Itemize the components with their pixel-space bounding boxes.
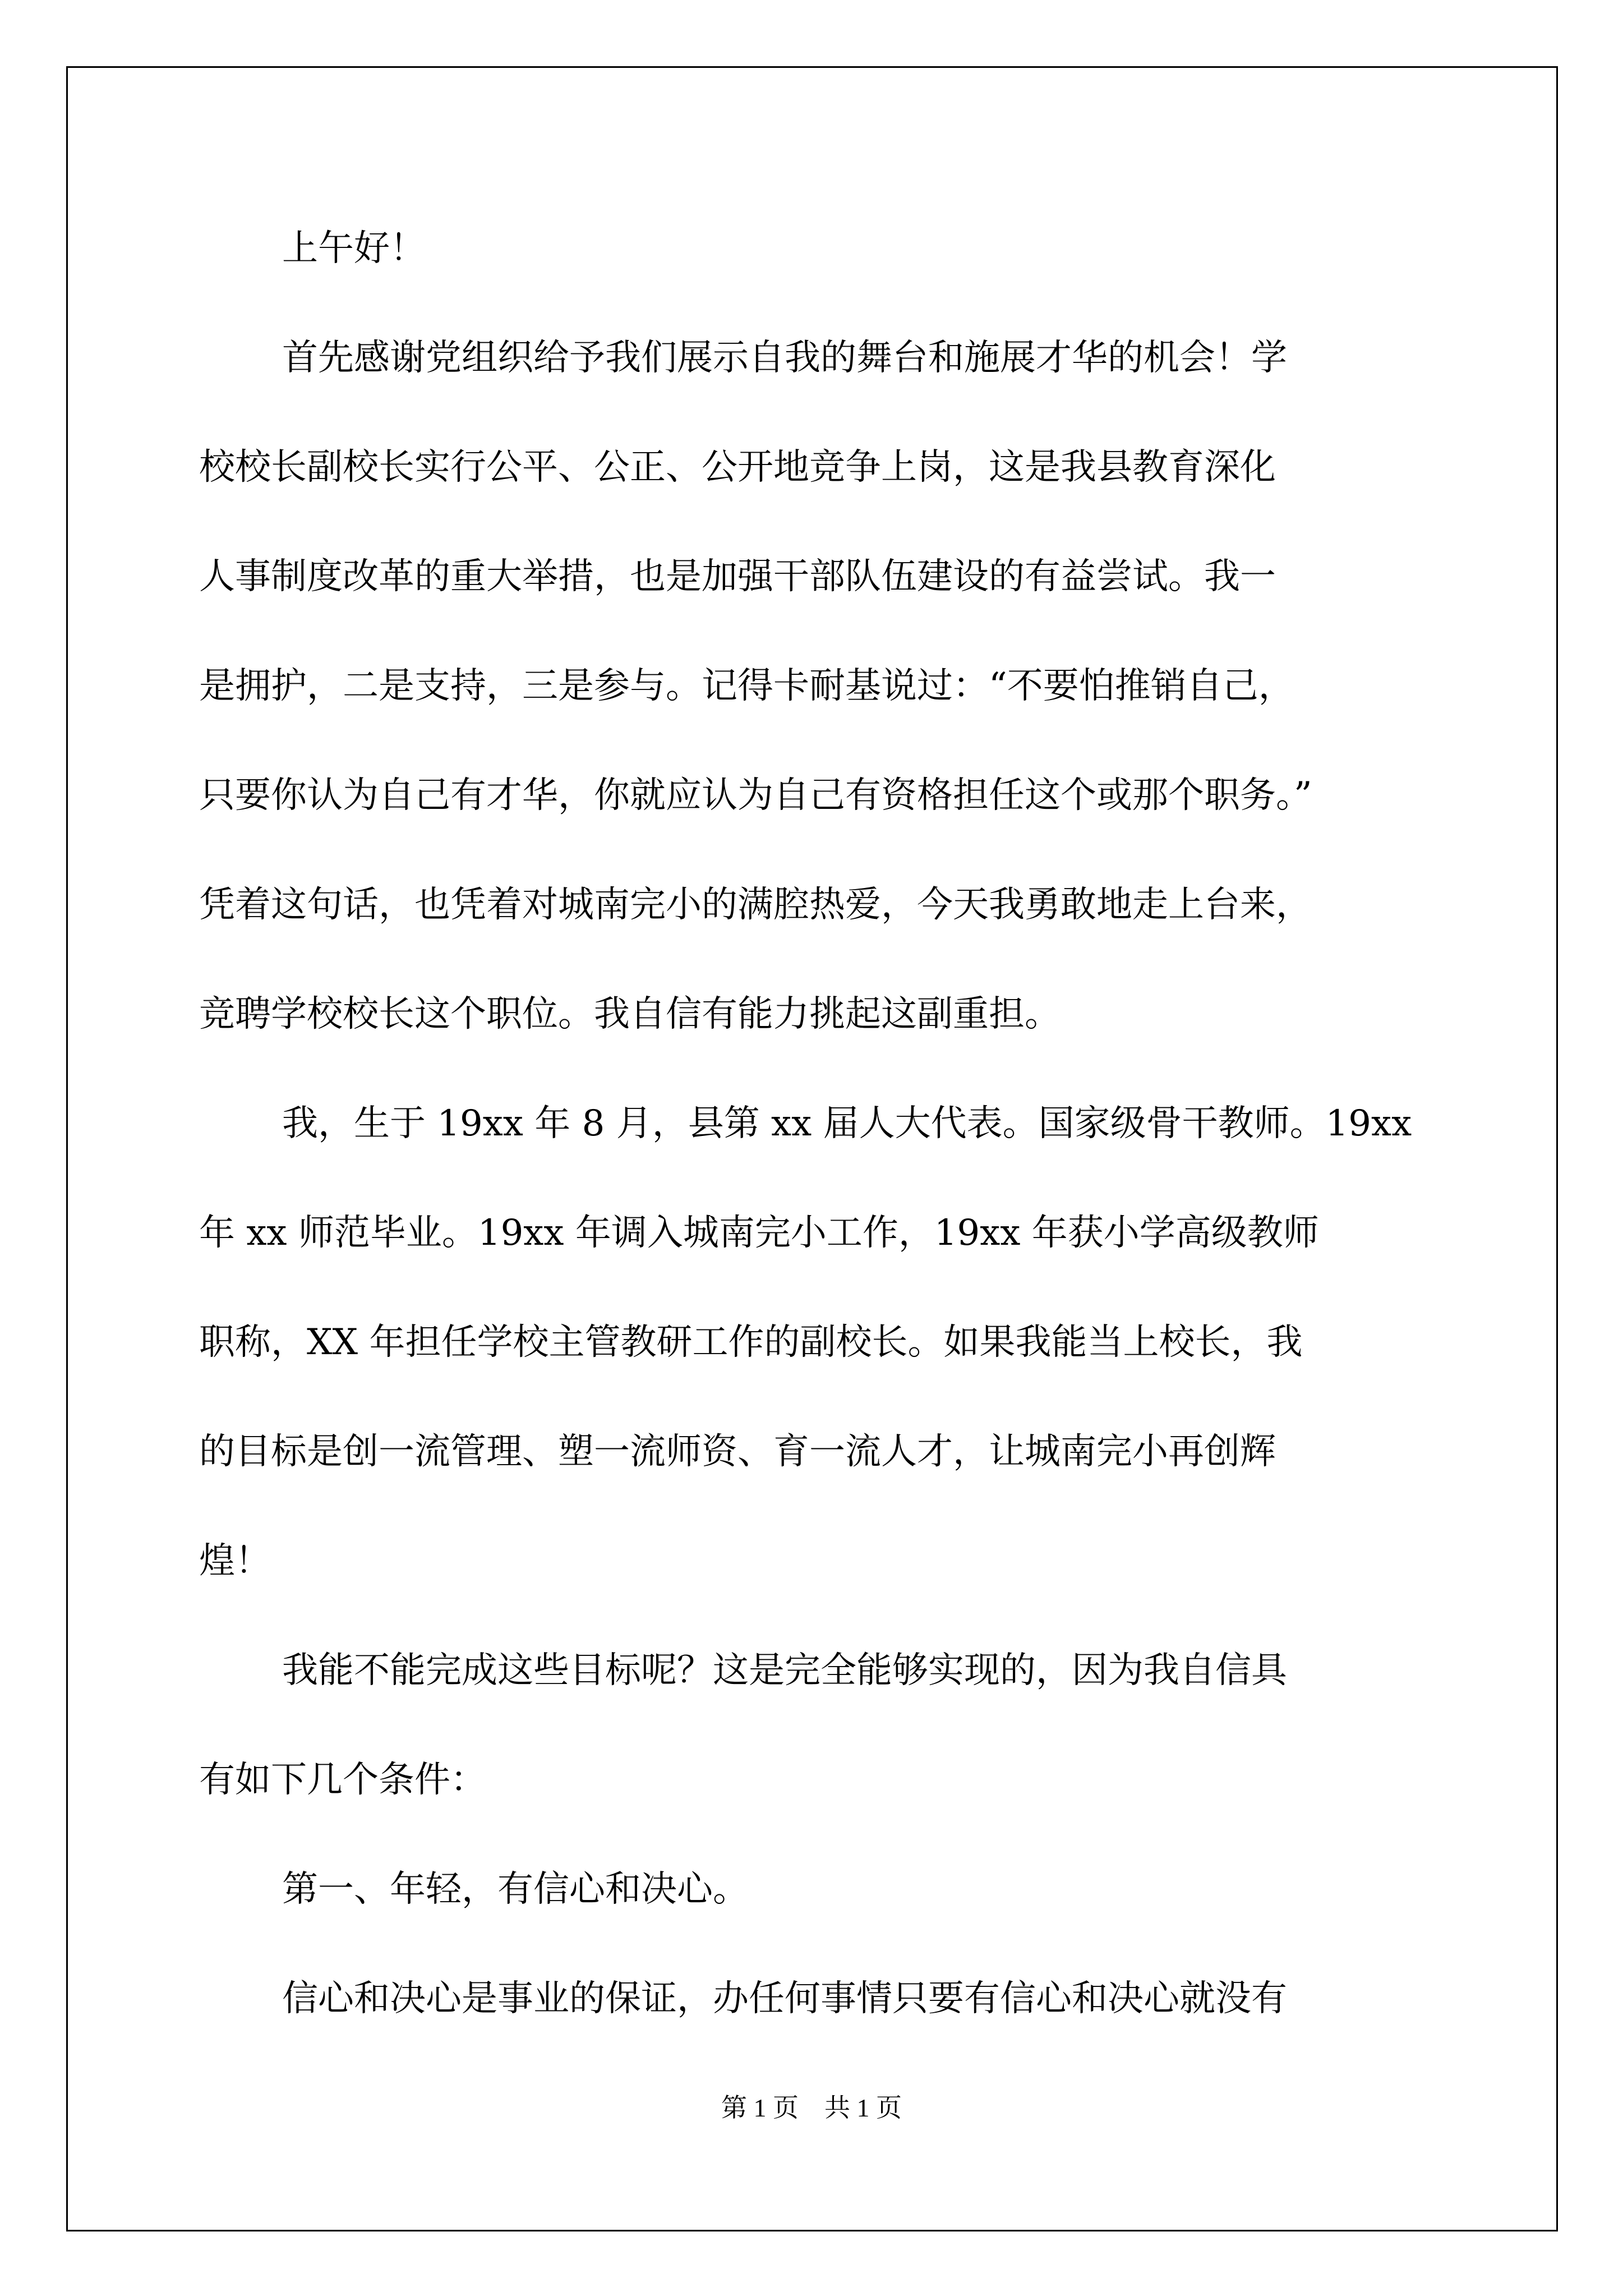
section-heading-line: 第一、年轻，有信心和决心。 bbox=[282, 1869, 749, 1910]
paragraph-line: 年 xx 师范毕业。19xx 年调入城南完小工作，19xx 年获小学高级教师 bbox=[199, 1212, 1319, 1254]
paragraph-line: 人事制度改革的重大举措，也是加强干部队伍建设的有益尝试。我一 bbox=[199, 556, 1276, 597]
paragraph-line: 的目标是创一流管理、塑一流师资、育一流人才，让城南完小再创辉 bbox=[199, 1431, 1276, 1473]
paragraph-line: 首先感谢党组织给予我们展示自我的舞台和施展才华的机会！学 bbox=[282, 337, 1287, 379]
paragraph-line: 信心和决心是事业的保证，办任何事情只要有信心和决心就没有 bbox=[282, 1978, 1287, 2019]
greeting-line: 上午好！ bbox=[282, 228, 426, 269]
paragraph-line: 有如下几个条件： bbox=[199, 1759, 486, 1801]
paragraph-line: 只要你认为自己有才华，你就应认为自己有资格担任这个或那个职务。” bbox=[199, 775, 1312, 816]
page-number-footer: 第 1 页 共 1 页 bbox=[721, 2093, 902, 2122]
paragraph-line: 凭着这句话，也凭着对城南完小的满腔热爱，今天我勇敢地走上台来， bbox=[199, 884, 1312, 926]
paragraph-line: 校校长副校长实行公平、公正、公开地竞争上岗，这是我县教育深化 bbox=[199, 447, 1276, 488]
paragraph-line: 我能不能完成这些目标呢？这是完全能够实现的，因为我自信具 bbox=[282, 1650, 1287, 1691]
paragraph-line: 职称，XX 年担任学校主管教研工作的副校长。如果我能当上校长，我 bbox=[199, 1322, 1303, 1363]
paragraph-line: 煌！ bbox=[199, 1540, 271, 1582]
paragraph-line: 竞聘学校校长这个职位。我自信有能力挑起这副重担。 bbox=[199, 993, 1061, 1035]
paragraph-line: 是拥护，二是支持，三是参与。记得卡耐基说过：“不要怕推销自己， bbox=[199, 665, 1294, 707]
paragraph-line: 我，生于 19xx 年 8 月，县第 xx 届人大代表。国家级骨干教师。19xx bbox=[282, 1103, 1412, 1144]
